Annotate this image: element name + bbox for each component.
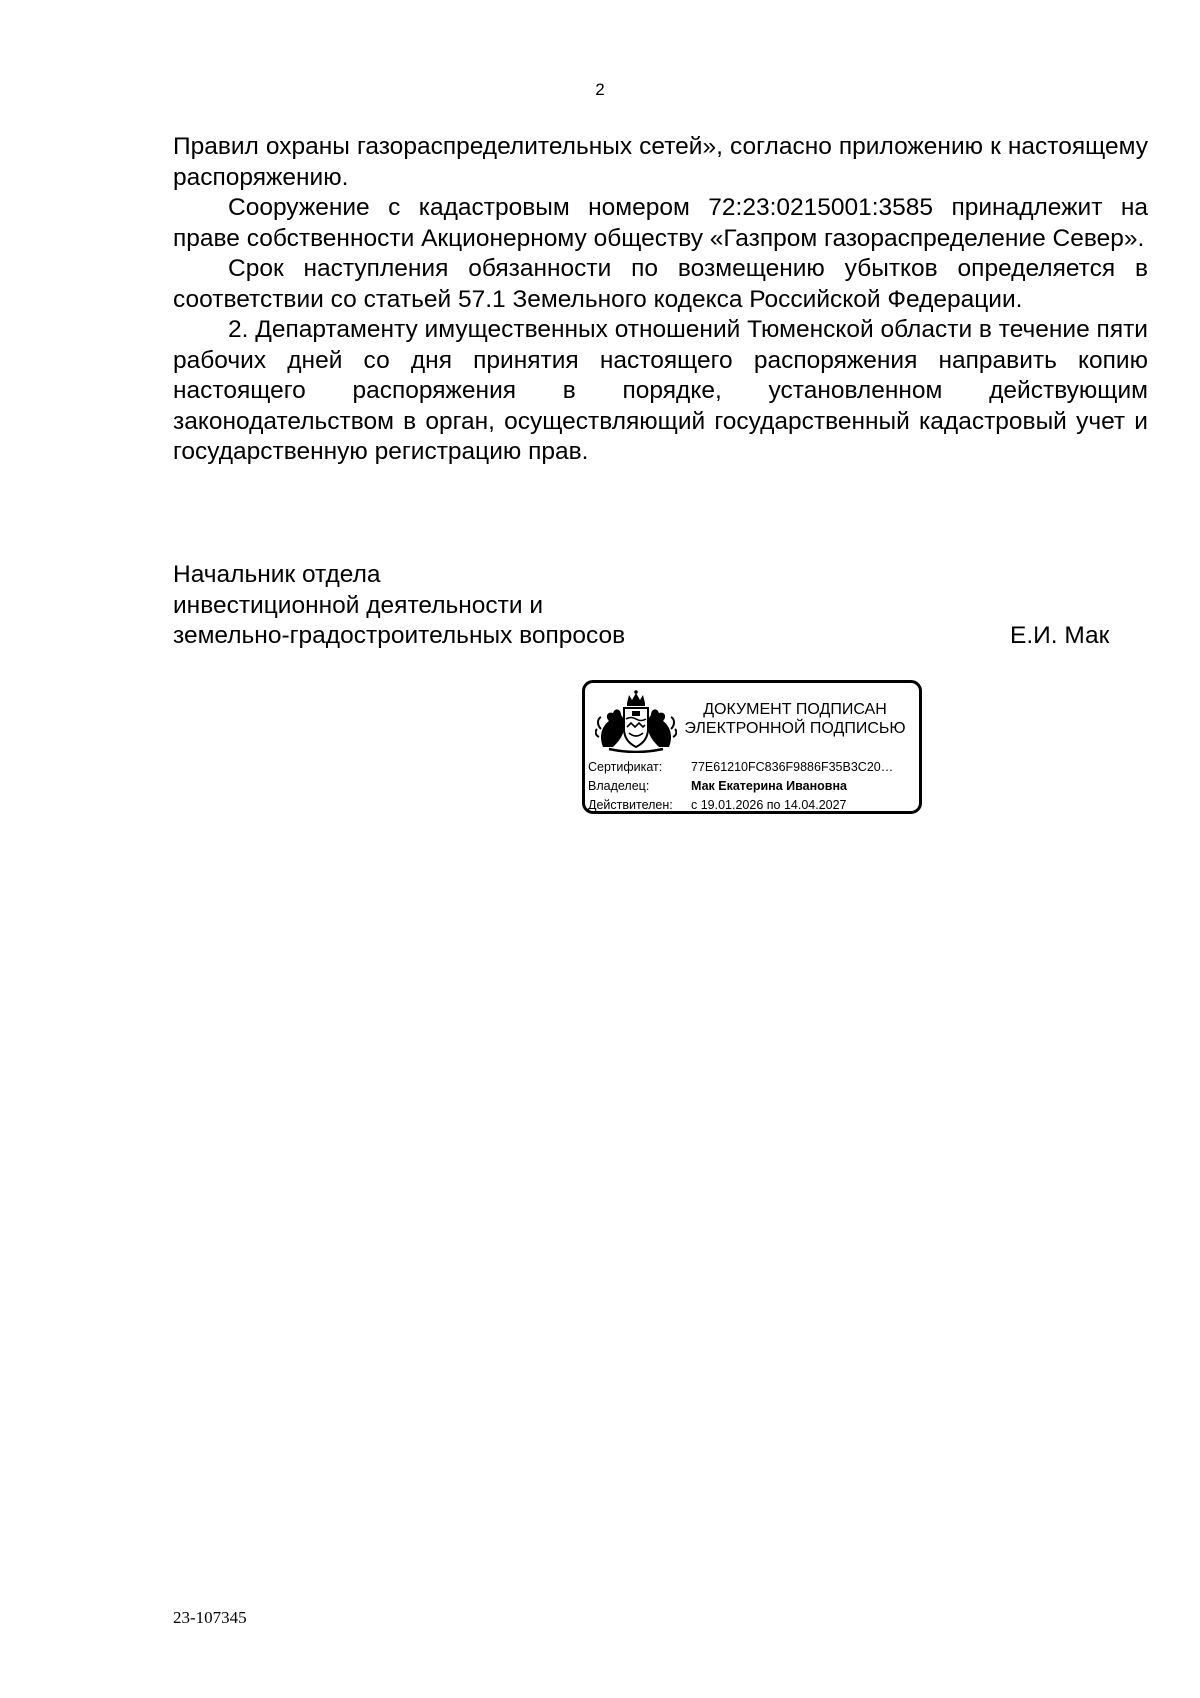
certificate-label: Сертификат: bbox=[588, 760, 663, 774]
stamp-validity-row bbox=[588, 796, 893, 815]
signer-name: Е.И. Мак bbox=[1010, 622, 1110, 649]
stamp-certificate-row bbox=[588, 758, 893, 777]
paragraph: Срок наступления обязанности по возмещению убытков определяется в соответствии со статьей 57.1 Земельного кодекса Российской Федерации. bbox=[173, 255, 1148, 313]
validity-label: Действителен: bbox=[588, 798, 673, 812]
stamp-title-line: ЭЛЕКТРОННОЙ ПОДПИСЬЮ bbox=[684, 720, 906, 737]
signer-position-line: земельно-градостроительных вопросов bbox=[173, 622, 626, 649]
signer-position bbox=[173, 560, 625, 652]
page-number: 2 bbox=[595, 80, 605, 99]
paragraph: Правил охраны газораспределительных сетей», согласно приложению к настоящему распоряжению. bbox=[173, 133, 1148, 191]
paragraph: Сооружение с кадастровым номером 72:23:0215001:3585 принадлежит на праве собственности Акционерному обществу «Газпром газораспределение Север». bbox=[173, 194, 1148, 252]
signer-position-line: инвестиционной деятельности и bbox=[173, 591, 544, 619]
tyumen-coat-of-arms-icon bbox=[595, 689, 677, 753]
stamp-details bbox=[588, 758, 893, 815]
stamp-title-line: ДОКУМЕНТ ПОДПИСАН bbox=[703, 701, 887, 718]
document-body bbox=[173, 132, 1148, 468]
paragraph: 2. Департаменту имущественных отношений Тюменской области в течение пяти рабочих дней со дня принятия настоящего распоряжения направить копию настоящего распоряжения в порядке, установленном действующим законодательством в орган, осуществляющий государственный кадастровый учет и государственную регистрацию прав. bbox=[173, 316, 1148, 465]
owner-label: Владелец: bbox=[588, 779, 650, 793]
certificate-value: 77E61210FC836F9886F35B3C20… bbox=[691, 760, 894, 774]
document-code: 23-107345 bbox=[173, 1608, 247, 1627]
stamp-title bbox=[677, 700, 913, 738]
electronic-signature-stamp bbox=[582, 680, 922, 814]
signer-position-line: Начальник отдела bbox=[173, 561, 381, 588]
stamp-owner-row bbox=[588, 777, 893, 796]
validity-value: с 19.01.2026 по 14.04.2027 bbox=[691, 798, 847, 812]
owner-value: Мак Екатерина Ивановна bbox=[691, 779, 847, 793]
